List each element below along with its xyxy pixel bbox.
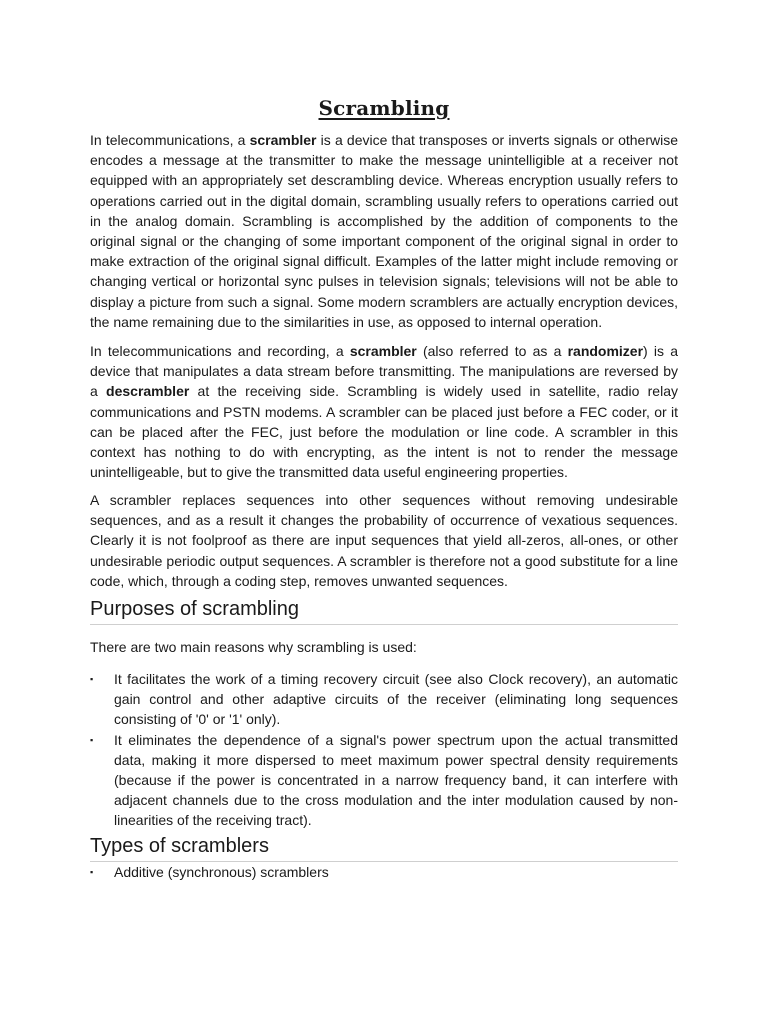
heading-purposes: Purposes of scrambling <box>90 598 678 625</box>
list-item: ▪ Additive (synchronous) scramblers <box>90 862 678 882</box>
paragraph-sequences: A scrambler replaces sequences into other sequences without removing undesirable sequences, and as a result it changes the probability of occurrence of vexatious sequences. Clearly it is not foolproof as there are input sequences that yield all-zeros, all-ones, or other undesirable periodic output sequences. A scrambler is therefore not a good substitute for a line code, which, through a coding step, removes unwanted sequences. <box>90 492 678 589</box>
purposes-list <box>90 669 678 831</box>
heading-types: Types of scramblers <box>90 835 678 862</box>
types-list <box>90 862 678 882</box>
paragraph-definition: In telecommunications, a scrambler is a device that transposes or inverts signals or otherwise encodes a message at the transmitter to make the message unintelligible at a receiver not equipped with an appropriately set descrambling device. Whereas encryption usually refers to operations carried out in the digital domain, scrambling usually refers to operations carried out in the analog domain. Scrambling is accomplished by the addition of components to the original signal or the changing of some important component of the original signal in order to make extraction of the original signal difficult. Examples of the latter might include removing or changing vertical or horizontal sync pulses in television signals; televisions will not be able to display a picture from such a signal. Some modern scramblers are actually encryption devices, the name remaining due to the similarities in use, as opposed to internal operation. <box>90 132 678 330</box>
paragraph-telecom-recording: In telecommunications and recording, a scrambler (also referred to as a randomizer) is a device that manipulates a data stream before transmitting. The manipulations are reversed by a descrambler at the receiving side. Scrambling is widely used in satellite, radio relay communications and PSTN modems. A scrambler can be placed just before a FEC coder, or it can be placed after the FEC, just before the modulation or line code. A scrambler in this context has nothing to do with encrypting, as the intent is not to render the message unintelligeable, but to give the transmitted data useful engineering properties. <box>90 343 678 481</box>
page-title: Scrambling <box>318 96 450 120</box>
bullet-icon: ▪ <box>90 866 94 877</box>
bullet-icon: ▪ <box>90 674 94 684</box>
list-item: ▪ It eliminates the dependence of a signal's power spectrum upon the actual transmitted data, making it more dispersed to meet maximum power spectral density requirements (because if the power is concentrated in a narrow frequency band, it can interfere with adjacent channels due to the cross modulation and the inter modulation caused by non-linearities of the receiving tract). <box>90 731 678 829</box>
term-scrambler-2: scrambler <box>349 343 417 359</box>
purposes-intro: There are two main reasons why scrambling is used: <box>90 639 417 655</box>
list-item: ▪ It facilitates the work of a timing recovery circuit (see also Clock recovery), an automatic gain control and other adaptive circuits of the receiver (eliminating long sequences consisting of '0' or '1' only). <box>90 671 678 728</box>
document-page <box>90 96 678 882</box>
bullet-icon: ▪ <box>90 734 94 745</box>
term-scrambler: scrambler <box>249 132 317 148</box>
term-randomizer: randomizer <box>567 343 644 359</box>
term-descrambler: descrambler <box>106 383 190 400</box>
